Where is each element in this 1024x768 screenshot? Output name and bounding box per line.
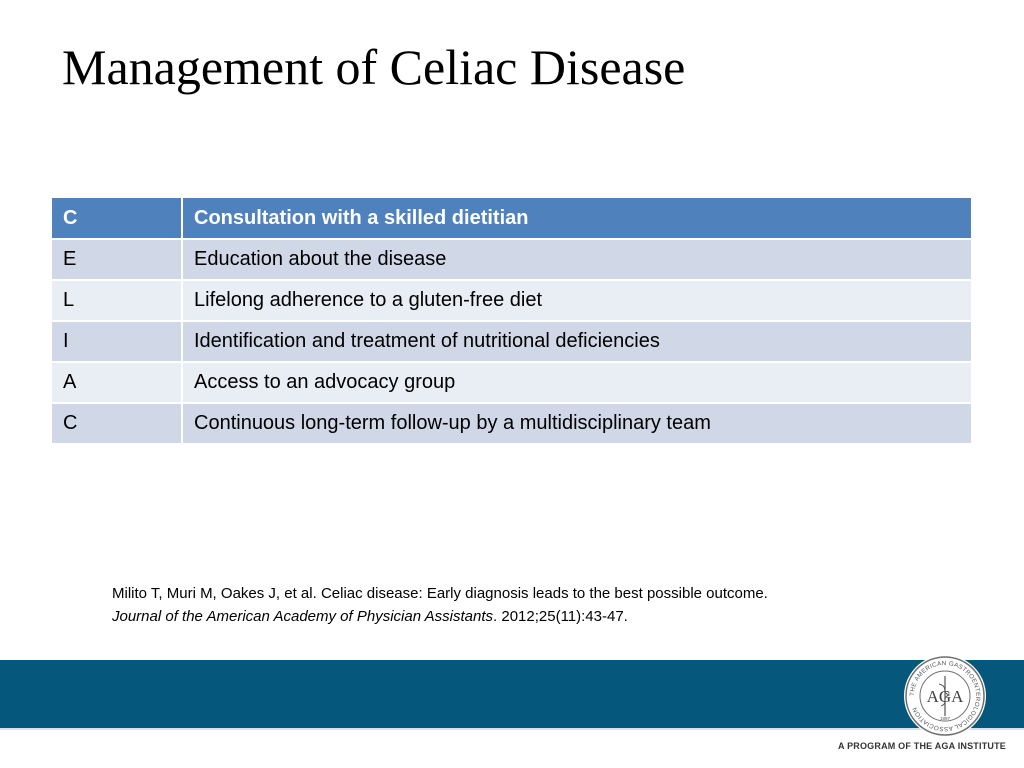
table-row bbox=[52, 362, 972, 403]
citation-authors-title: Milito T, Muri M, Oakes J, et al. Celiac disease: Early diagnosis leads to the best possible outcome. bbox=[112, 585, 768, 602]
table-header-text: Consultation with a skilled dietitian bbox=[182, 198, 972, 239]
table-row bbox=[52, 239, 972, 280]
citation bbox=[112, 582, 768, 628]
footer-band bbox=[0, 660, 1024, 728]
footer-divider bbox=[0, 728, 1024, 730]
citation-journal: Journal of the American Academy of Physician Assistants bbox=[112, 608, 494, 625]
table-header-letter: C bbox=[52, 198, 182, 239]
table-row bbox=[52, 403, 972, 444]
citation-source bbox=[112, 605, 768, 628]
table-cell-text: Lifelong adherence to a gluten-free diet bbox=[182, 280, 972, 321]
institute-tagline: A PROGRAM OF THE AGA INSTITUTE bbox=[838, 741, 1006, 751]
slide-title: Management of Celiac Disease bbox=[62, 39, 686, 95]
table-cell-text: Continuous long-term follow-up by a multidisciplinary team bbox=[182, 403, 972, 444]
table-cell-letter: A bbox=[52, 362, 182, 403]
logo-ring-text: THE AMERICAN GASTROENTEROLOGICAL ASSOCIATION bbox=[908, 659, 982, 733]
table-cell-text: Education about the disease bbox=[182, 239, 972, 280]
celiac-acronym-table bbox=[52, 198, 973, 445]
aga-seal-icon bbox=[903, 654, 987, 738]
table-cell-text: Identification and treatment of nutritional deficiencies bbox=[182, 321, 972, 362]
logo-letters: AGA bbox=[926, 687, 964, 706]
logo-year: 1897 bbox=[939, 716, 951, 721]
table-cell-letter: L bbox=[52, 280, 182, 321]
table-cell-letter: I bbox=[52, 321, 182, 362]
table-row bbox=[52, 321, 972, 362]
citation-details: . 2012;25(11):43-47. bbox=[493, 608, 628, 625]
table-cell-letter: E bbox=[52, 239, 182, 280]
table-header-row bbox=[52, 198, 972, 239]
table-cell-text: Access to an advocacy group bbox=[182, 362, 972, 403]
table-cell-letter: C bbox=[52, 403, 182, 444]
table-row bbox=[52, 280, 972, 321]
